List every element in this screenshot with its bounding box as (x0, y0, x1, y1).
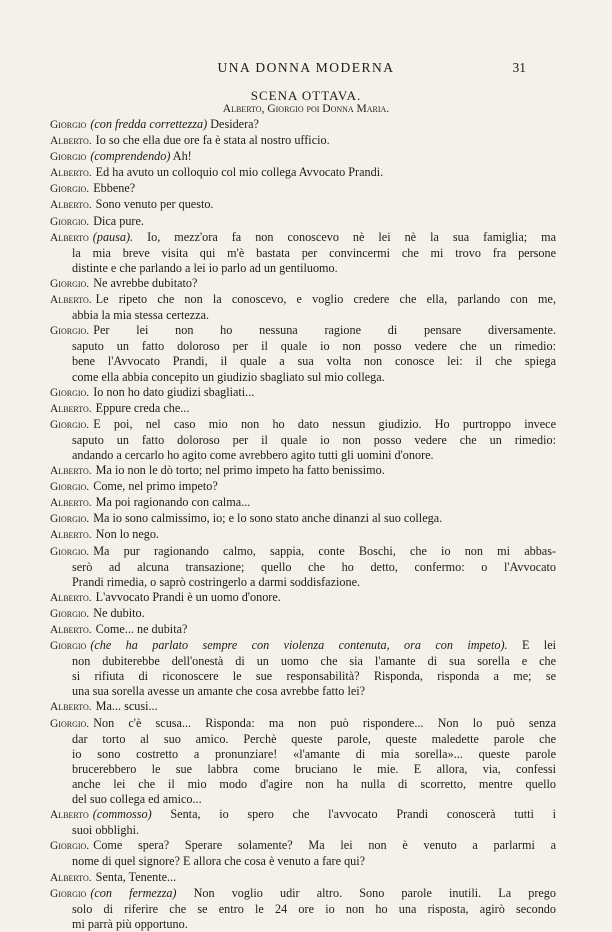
line-text: bene l'Avvocato Prandi, il quale a sua volta non conosce lei: il che spiega (72, 354, 556, 369)
stage-direction: (con fermezza) (90, 885, 177, 900)
dialogue-text (50, 117, 556, 932)
dialogue-line (50, 230, 556, 246)
dialogue-continuation (50, 732, 556, 747)
dialogue-continuation (50, 854, 556, 869)
dialogue-line (50, 870, 556, 886)
line-text: mi parrà più opportuno. (72, 916, 188, 931)
line-text: serò ad alcuna transazione; quello che ho detto, confermo: o l'Avvocato (72, 559, 556, 574)
speaker-name: Alberto. (50, 871, 92, 884)
speaker-name: Alberto (50, 231, 89, 244)
dialogue-line (50, 838, 556, 854)
dialogue-line (50, 622, 556, 638)
speaker-name: Alberto. (50, 465, 92, 478)
dialogue-continuation (50, 777, 556, 792)
speaker-name: Alberto. (50, 135, 92, 148)
stage-direction: (che ha parlato sempre con violenza contenuta, ora con impeto). (90, 638, 508, 653)
speaker-name: Giorgio. (50, 513, 90, 526)
stage-direction: (pausa). (92, 229, 134, 244)
line-text: la mia breve visita qui m'è bastata per convincermi che mi trovo fra persone (72, 245, 556, 260)
dialogue-line (50, 214, 556, 230)
speaker-name: Giorgio. (50, 545, 90, 558)
dialogue-line (50, 133, 556, 149)
speaker-name: Alberto. (50, 701, 92, 714)
scene-title: SCENA OTTAVA. (250, 88, 362, 103)
dialogue-continuation (50, 308, 556, 323)
dialogue-continuation (50, 902, 556, 917)
dialogue-line (50, 716, 556, 732)
dialogue-continuation (50, 448, 556, 463)
line-text: Sono venuto per questo. (95, 197, 214, 212)
line-text: Come... ne dubita? (95, 622, 188, 636)
dialogue-line (50, 479, 556, 495)
speaker-name: Giorgio. (50, 481, 90, 494)
line-text: distinte e che parlando a lei io parlo ad un gentiluomo. (72, 260, 338, 275)
line-text: si rifiuta di riconoscere le sue responsabilità? Risponda, risponda a me; se (72, 669, 556, 684)
line-text: Ne avrebbe dubitato? (93, 275, 198, 290)
speaker-name: Giorgio. (50, 183, 90, 196)
dialogue-continuation (50, 246, 556, 261)
stage-direction: (comprendendo) (90, 149, 171, 164)
dialogue-line (50, 117, 556, 133)
dialogue-line (50, 181, 556, 197)
dialogue-line (50, 165, 556, 181)
running-title: UNA DONNA MODERNA (217, 60, 395, 75)
dialogue-line (50, 401, 556, 417)
line-text: come ella abbia concepito un giudizio sbagliato sul mio collega. (72, 369, 385, 384)
stage-direction: (commosso) (92, 807, 152, 822)
line-text: Eppure creda che... (95, 400, 190, 415)
dialogue-continuation (50, 762, 556, 777)
line-text: Ma io sono calmissimo, io; e lo sono stato anche dinanzi al suo collega. (93, 511, 443, 526)
line-text: solo di riferire che se entro le 24 ore io non ho una risposta, agirò secondo (72, 901, 556, 916)
line-text: Io so che ella due ore fa è stata al nostro ufficio. (95, 133, 330, 148)
dialogue-line (50, 527, 556, 543)
dialogue-line (50, 807, 556, 823)
dialogue-line (50, 292, 556, 308)
line-text: saputo un fatto doloroso per il quale io non posso vedere che un rimedio: (72, 432, 556, 447)
line-text: Desidera? (207, 117, 259, 131)
dialogue-continuation (50, 684, 556, 699)
dialogue-line (50, 385, 556, 401)
line-text: abbia la mia stessa certezza. (72, 308, 210, 323)
dialogue-line (50, 606, 556, 622)
dialogue-line (50, 638, 556, 654)
dialogue-continuation (50, 917, 556, 932)
dialogue-line (50, 886, 556, 902)
line-text: anche lei che il mio modo d'agire non ha nulla di scorretto, mentre quello (72, 776, 556, 791)
line-text: Io, mezz'ora fa non conoscevo nè lei nè la sua famiglia; ma (133, 229, 556, 244)
speaker-name: Giorgio. (50, 418, 90, 431)
dialogue-continuation (50, 560, 556, 575)
speaker-name: Alberto. (50, 529, 92, 542)
line-text: io sono costretto a pronunziare! «l'amante di mia sorella»... queste parole (72, 746, 556, 761)
line-text: Come spera? Sperare solamente? Ma lei non è venuto a parlarmi a (93, 838, 556, 853)
line-text: suoi obblighi. (72, 823, 140, 838)
speaker-name: Giorgio. (50, 840, 90, 853)
speaker-name: Alberto. (50, 294, 92, 307)
dialogue-line (50, 323, 556, 339)
dialogue-line (50, 495, 556, 511)
speaker-name: Alberto. (50, 199, 92, 212)
line-text: Non lo nego. (95, 527, 159, 542)
dialogue-continuation (50, 370, 556, 385)
speaker-name: Alberto. (50, 497, 92, 510)
line-text: Senta, io spero che l'avvocato Prandi conoscerà tutti i (151, 807, 556, 822)
dialogue-line (50, 149, 556, 165)
speaker-name: Alberto (50, 809, 89, 822)
line-text: Prandi rimedia, o saprò costringerlo a darmi soddisfazione. (72, 574, 361, 589)
speaker-name: Giorgio. (50, 717, 90, 730)
dialogue-line (50, 590, 556, 606)
line-text: andando a cercarlo ho agito come avrebbero agito tutti gli uomini d'onore. (72, 447, 434, 462)
speaker-name: Giorgio (50, 640, 87, 653)
dialogue-line (50, 544, 556, 560)
line-text: Non voglio udir altro. Sono parole inutili. La prego (176, 885, 556, 900)
dialogue-line (50, 417, 556, 433)
dialogue-continuation (50, 261, 556, 276)
line-text: Come, nel primo impeto? (93, 479, 218, 494)
dialogue-continuation (50, 792, 556, 807)
scene-characters: Alberto, Giorgio poi Donna Maria. (222, 103, 390, 115)
speaker-name: Alberto. (50, 402, 92, 415)
speaker-name: Giorgio. (50, 325, 90, 338)
speaker-name: Giorgio. (50, 215, 90, 228)
speaker-name: Giorgio (50, 119, 87, 131)
line-text: Dica pure. (93, 213, 144, 228)
speaker-name: Giorgio (50, 151, 87, 164)
line-text: Non c'è scusa... Risponda: ma non può rispondere... Non lo può senza (93, 715, 556, 730)
line-text: Ebbene? (93, 181, 136, 196)
line-text: E lei (507, 638, 556, 653)
line-text: Ma pur ragionando calmo, sappia, conte Boschi, che io non mi abbas- (93, 543, 556, 558)
line-text: Per lei non ho nessuna ragione di pensare diversamente. (93, 323, 556, 338)
dialogue-continuation (50, 747, 556, 762)
line-text: saputo un fatto doloroso per il quale io non posso vedere che un rimedio: (72, 339, 556, 354)
line-text: una sua sorella avesse un amante che cosa avrebbe fatto lei? (72, 684, 366, 699)
dialogue-line (50, 463, 556, 479)
line-text: non dubiterebbe dell'onestà di un uomo che sia l'amante di sua sorella e che (72, 654, 556, 669)
speaker-name: Alberto. (50, 591, 92, 604)
page-number: 31 (512, 60, 526, 75)
speaker-name: Alberto. (50, 624, 92, 636)
dialogue-continuation (50, 654, 556, 669)
line-text: Ne dubito. (93, 605, 145, 620)
line-text: Ma poi ragionando con calma... (95, 495, 251, 510)
dialogue-continuation (50, 339, 556, 354)
dialogue-continuation (50, 575, 556, 590)
line-text: Io non ho dato giudizi sbagliati... (93, 384, 255, 399)
dialogue-line (50, 699, 556, 715)
dialogue-line (50, 511, 556, 527)
line-text: Ah! (170, 149, 192, 164)
speaker-name: Giorgio. (50, 277, 90, 290)
line-text: L'avvocato Prandi è un uomo d'onore. (95, 589, 281, 604)
stage-direction: (con fredda correttezza) (90, 117, 208, 131)
dialogue-continuation (50, 823, 556, 838)
dialogue-line (50, 276, 556, 292)
line-text: Senta, Tenente... (95, 869, 177, 884)
line-text: E poi, nel caso mio non ho dato nessun giudizio. Ho purtroppo invece (93, 416, 556, 431)
speaker-name: Giorgio (50, 887, 87, 900)
line-text: brucerebbero le sue labbra come bruciano le mie. E allora, via, confessi (72, 761, 556, 776)
speaker-name: Giorgio. (50, 386, 90, 399)
line-text: dar torto al suo amico. Perchè queste parole, queste maledette parole che (72, 731, 556, 746)
dialogue-continuation (50, 433, 556, 448)
line-text: del suo collega ed amico... (72, 792, 202, 807)
speaker-name: Giorgio. (50, 607, 90, 620)
line-text: nome di quel signore? E allora che cosa è venuto a fare qui? (72, 854, 366, 869)
line-text: Ma... scusi... (95, 699, 158, 714)
line-text: Ma io non le dò torto; nel primo impeto ha fatto benissimo. (95, 463, 385, 478)
dialogue-line (50, 197, 556, 213)
dialogue-continuation (50, 354, 556, 369)
dialogue-continuation (50, 669, 556, 684)
line-text: Le ripeto che non la conoscevo, e voglio credere che ella, parlando con me, (95, 292, 556, 307)
line-text: Ed ha avuto un colloquio col mio collega Avvocato Prandi. (95, 165, 384, 180)
speaker-name: Alberto. (50, 167, 92, 180)
